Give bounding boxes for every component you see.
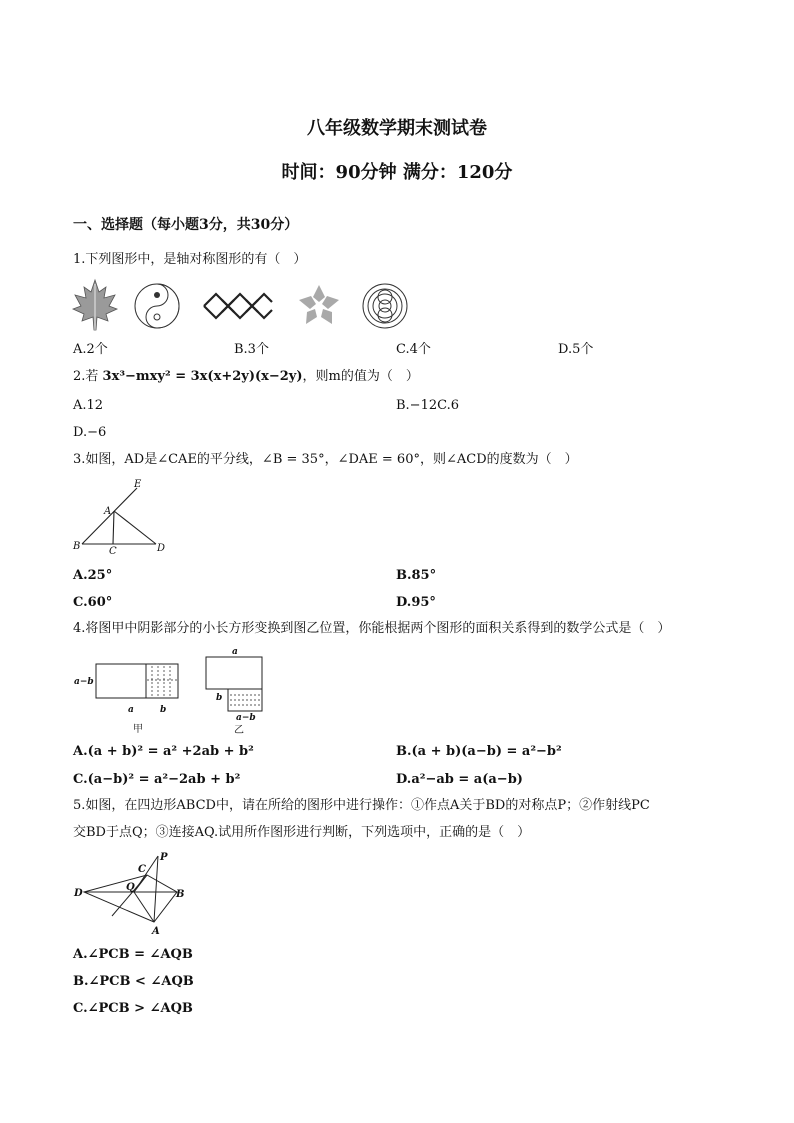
q5-stem-line1: 5.如图，在四边形ABCD中，请在所给的图形中进行操作：①作点A关于BD的对称点P；②作射线PC xyxy=(73,798,650,813)
q2-option-d[interactable]: D.−6 xyxy=(73,425,107,440)
q4-option-c[interactable]: C.(a−b)² = a²−2ab + b² xyxy=(73,772,241,787)
q4-option-b[interactable]: B.(a + b)(a−b) = a²−b² xyxy=(396,744,562,759)
q3-option-a[interactable]: A.25° xyxy=(73,568,113,583)
q4-label-yi: 乙 xyxy=(234,725,244,736)
q4-label-jia: 甲 xyxy=(133,724,143,735)
q4-label-right-b: b xyxy=(216,693,223,703)
q4-stem: 4.将图甲中阴影部分的小长方形变换到图乙位置，你能根据两个图形的面积关系得到的数学公式是（ ） xyxy=(73,621,671,636)
q2-option-a[interactable]: A.12 xyxy=(73,398,104,413)
q4-label-a: a xyxy=(128,705,134,715)
q3-label-e: E xyxy=(134,479,142,490)
q2-stem xyxy=(73,368,419,386)
q4-label-top-a: a xyxy=(232,647,238,657)
q5-option-b[interactable]: B.∠PCB < ∠AQB xyxy=(73,974,194,989)
q5-stem-line2: 交BD于点Q；③连接AQ.试用所作图形进行判断，下列选项中，正确的是（ ） xyxy=(73,825,531,840)
knot-icon xyxy=(202,286,274,326)
q3-option-d[interactable]: D.95° xyxy=(396,595,436,610)
q5-option-c[interactable]: C.∠PCB > ∠AQB xyxy=(73,1001,193,1016)
q4-figure-jia xyxy=(72,660,184,738)
q4-label-a-minus-b: a−b xyxy=(74,677,94,687)
q5-label-q: Q xyxy=(126,882,135,893)
concentric-circles-icon xyxy=(360,281,410,331)
q5-label-d: D xyxy=(74,888,83,899)
q4-option-d[interactable]: D.a²−ab = a(a−b) xyxy=(396,772,523,787)
q3-label-d: D xyxy=(157,543,166,554)
q3-label-a: A xyxy=(104,506,112,517)
q2-equation: 3x³−mxy² = 3x(x+2y)(x−2y) xyxy=(102,369,303,384)
q1-figures xyxy=(70,278,420,334)
q1-option-b[interactable]: B.3个 xyxy=(234,342,269,357)
q1-option-c[interactable]: C.4个 xyxy=(396,342,431,357)
q5-label-a: A xyxy=(152,926,160,936)
q4-figure-yi xyxy=(202,645,272,737)
q1-stem: 1.下列图形中，是轴对称图形的有（ ） xyxy=(73,252,307,267)
exam-time-score: 时间：90分钟 满分：120分 xyxy=(281,162,513,183)
q5-quadrilateral-figure xyxy=(72,850,187,936)
yin-yang-icon xyxy=(132,281,182,331)
section-heading: 一、选择题（每小题3分，共30分） xyxy=(73,217,299,233)
q2-option-b[interactable]: B.−12C.6 xyxy=(396,398,460,413)
q4-label-inner: a−b xyxy=(236,713,256,723)
q3-option-c[interactable]: C.60° xyxy=(73,595,113,610)
maple-leaf-icon xyxy=(70,278,120,334)
q4-label-b: b xyxy=(160,705,167,715)
q3-stem: 3.如图，AD是∠CAE的平分线，∠B = 35°，∠DAE = 60°，则∠ACD的度数为（ ） xyxy=(73,452,578,467)
q1-option-d[interactable]: D.5个 xyxy=(558,342,594,357)
q3-option-b[interactable]: B.85° xyxy=(396,568,437,583)
q1-option-a[interactable]: A.2个 xyxy=(73,342,108,357)
q2-stem-suffix: ，则m的值为（ ） xyxy=(302,369,419,384)
q2-stem-prefix: 2.若 xyxy=(73,369,103,384)
page-title: 八年级数学期末测试卷 xyxy=(307,118,487,139)
q3-label-b: B xyxy=(73,541,81,552)
q3-label-c: C xyxy=(109,546,117,554)
q5-option-a[interactable]: A.∠PCB = ∠AQB xyxy=(73,947,193,962)
q5-label-c: C xyxy=(138,864,146,875)
q5-label-p: P xyxy=(160,852,168,863)
q5-label-b: B xyxy=(176,889,185,900)
pentagon-flower-icon xyxy=(295,282,343,330)
q3-triangle-figure xyxy=(72,478,172,554)
q4-option-a[interactable]: A.(a + b)² = a² +2ab + b² xyxy=(73,744,254,759)
